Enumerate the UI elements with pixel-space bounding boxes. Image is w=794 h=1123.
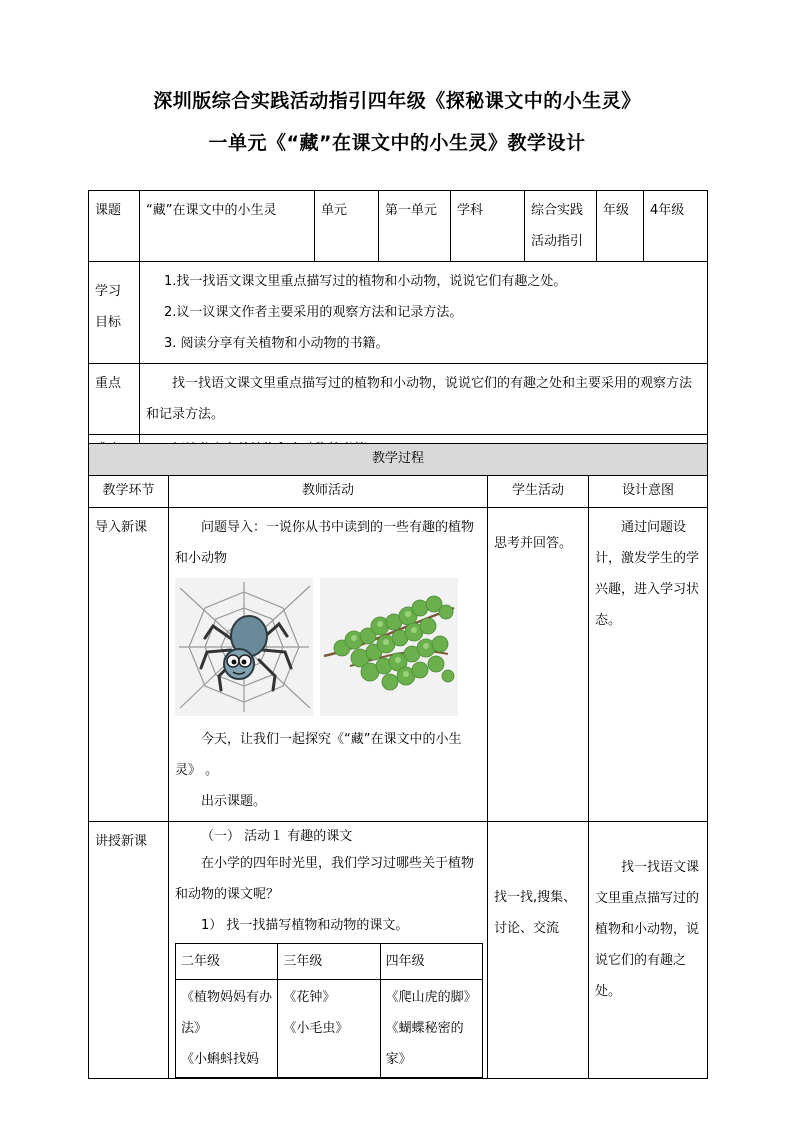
lesson-item: 《蝴蝶秘密的家》 (385, 1021, 464, 1067)
design-intent-intro: 通过问题设计，激发学生的学兴趣，进入学习状态。 (589, 508, 708, 822)
activity-step: 1） 找一找描写植物和动物的课文。 (201, 918, 409, 933)
stage-intro: 导入新课 (89, 508, 169, 822)
grade-2-lessons (176, 980, 278, 1078)
lesson-item: 《小蝌蚪找妈 (181, 1052, 260, 1067)
lesson-item: 《花钟》 (283, 990, 336, 1005)
document-title-line2: 一单元《“藏”在课文中的小生灵》教学设计 (208, 132, 586, 154)
leaf-branch-illustration (320, 578, 458, 716)
subject-label: 学科 (451, 191, 525, 262)
col-stage-header: 教学环节 (89, 476, 169, 508)
design-intent-teaching: 找一找语文课文里重点描写过的植物和小动物，说说它们的有趣之处。 (589, 822, 708, 1079)
grade-2-header: 二年级 (176, 944, 278, 980)
col-student-header: 学生活动 (488, 476, 589, 508)
goals-label: 学习目标 (89, 262, 140, 364)
unit-label: 单元 (315, 191, 379, 262)
document-title-line1: 深圳版综合实践活动指引四年级《探秘课文中的小生灵》 (153, 90, 641, 112)
spider-illustration (175, 578, 313, 716)
grade-4-header: 四年级 (380, 944, 482, 980)
stage-teaching: 讲授新课 (89, 822, 169, 1079)
student-activity-teaching: 找一找,搜集、讨论、交流 (488, 822, 589, 1079)
textbook-lessons-table (175, 943, 483, 1078)
activity-title: （一） 活动１ 有趣的课文 (201, 829, 353, 844)
goals-list (140, 262, 708, 364)
lesson-info-table (88, 190, 708, 467)
grade-3-header: 三年级 (278, 944, 380, 980)
col-intent-header: 设计意图 (589, 476, 708, 508)
topic-value: “藏”在课文中的小生灵 (140, 191, 315, 262)
col-teacher-header: 教师活动 (169, 476, 488, 508)
process-header: 教学过程 (89, 444, 708, 476)
key-label: 重点 (89, 364, 140, 435)
student-activity-intro: 思考并回答。 (488, 508, 589, 822)
activity-question: 在小学的四年时光里，我们学习过哪些关于植物和动物的课文呢？ (175, 856, 475, 902)
grade-label: 年级 (597, 191, 644, 262)
lesson-item: 《小毛虫》 (283, 1021, 349, 1036)
lesson-item: 《植物妈妈有办法》 (181, 990, 273, 1036)
goal-item: 1.找一找语文课文里重点描写过的植物和小动物，说说它们有趣之处。 (164, 274, 567, 289)
teacher-activity-teaching (169, 822, 488, 1079)
illustration-row (175, 578, 481, 718)
intro-show-title: 出示课题。 (201, 794, 267, 809)
teacher-activity-intro (169, 508, 488, 822)
intro-today: 今天，让我们一起探究《“藏”在课文中的小生灵》 。 (175, 732, 462, 778)
grade-value: 4年级 (644, 191, 708, 262)
lesson-item: 《爬山虎的脚》 (385, 990, 477, 1005)
grade-3-lessons (278, 980, 380, 1078)
unit-value: 第一单元 (379, 191, 451, 262)
subject-value: 综合实践活动指引 (525, 191, 597, 262)
topic-label: 课题 (89, 191, 140, 262)
goal-item: 2.议一议课文作者主要采用的观察方法和记录方法。 (164, 305, 463, 320)
intro-question: 问题导入：一说你从书中读到的一些有趣的植物和小动物 (175, 520, 475, 566)
goal-item: 3. 阅读分享有关植物和小动物的书籍。 (164, 336, 389, 351)
key-value: 找一找语文课文里重点描写过的植物和小动物，说说它们的有趣之处和主要采用的观察方法和记录方法。 (140, 364, 708, 435)
teaching-process-table (88, 443, 708, 1079)
grade-4-lessons (380, 980, 482, 1078)
